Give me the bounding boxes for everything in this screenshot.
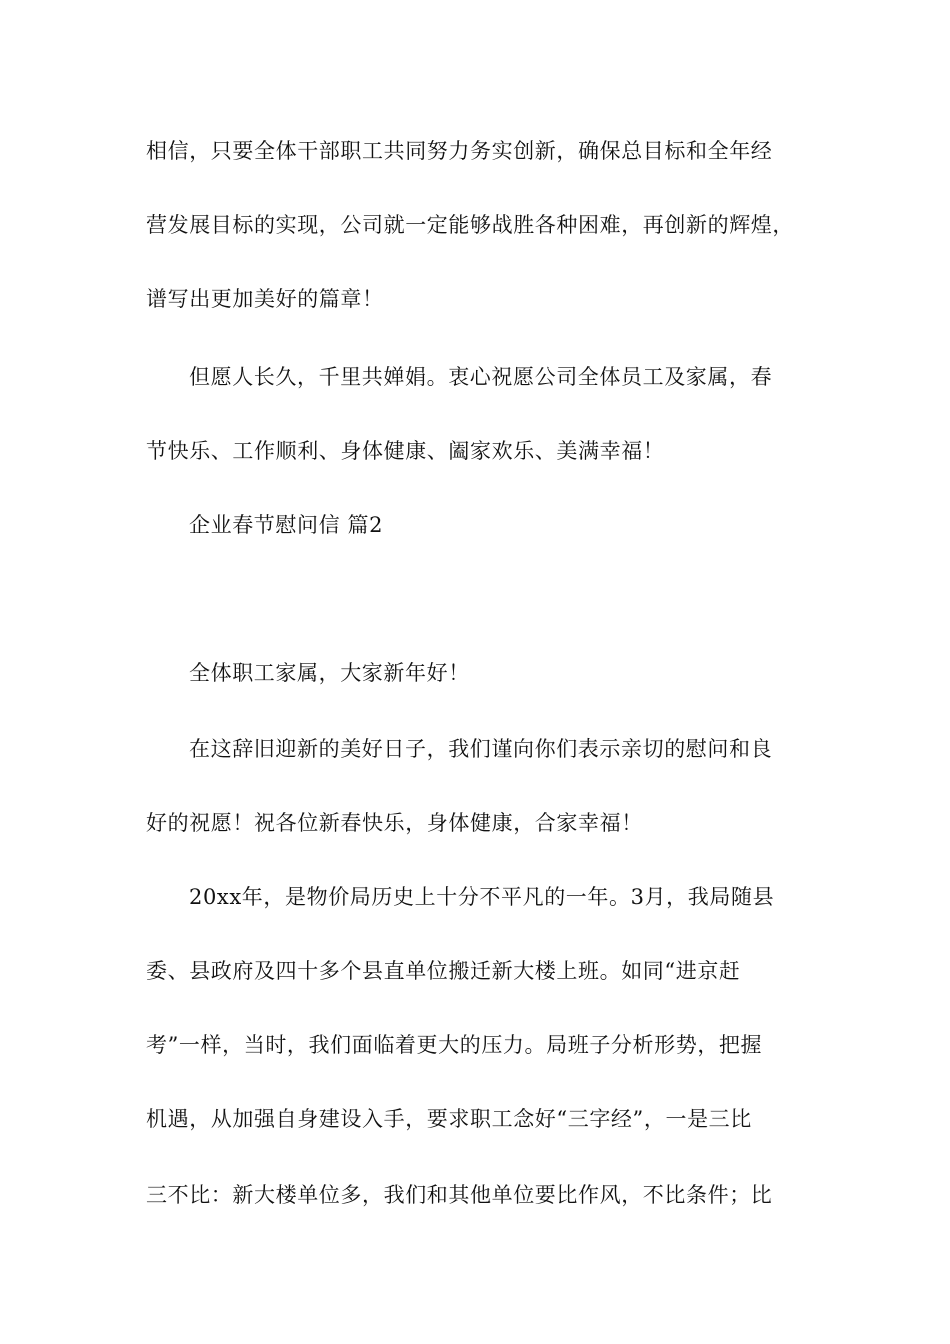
paragraph-line: 机遇，从加强自身建设入手，要求职工念好“三字经”，一是三比 (146, 1107, 752, 1131)
paragraph-line: 委、县政府及四十多个县直单位搬迁新大楼上班。如同“进京赶 (146, 959, 741, 983)
greeting-line: 全体职工家属，大家新年好！ (189, 661, 470, 685)
paragraph-line: 在这辞旧迎新的美好日子，我们谨向你们表示亲切的慰问和良 (189, 737, 773, 761)
section-heading: 企业春节慰问信 篇2 (189, 513, 384, 537)
paragraph-line: 但愿人长久，千里共婵娟。衷心祝愿公司全体员工及家属，春 (189, 365, 773, 389)
paragraph-line: 谱写出更加美好的篇章！ (146, 287, 384, 311)
paragraph-line: 好的祝愿！祝各位新春快乐，身体健康，合家幸福！ (146, 811, 643, 835)
paragraph-line: 三不比：新大楼单位多，我们和其他单位要比作风，不比条件；比 (146, 1183, 773, 1207)
paragraph-line: 20xx年，是物价局历史上十分不平凡的一年。3月，我局随县 (189, 885, 775, 909)
paragraph-line: 相信，只要全体干部职工共同努力务实创新，确保总目标和全年经 (146, 139, 773, 163)
paragraph-line: 节快乐、工作顺利、身体健康、阖家欢乐、美满幸福！ (146, 439, 665, 463)
paragraph-line: 营发展目标的实现，公司就一定能够战胜各种困难，再创新的辉煌， (146, 213, 794, 237)
paragraph-line: 考”一样，当时，我们面临着更大的压力。局班子分析形势，把握 (146, 1033, 763, 1057)
